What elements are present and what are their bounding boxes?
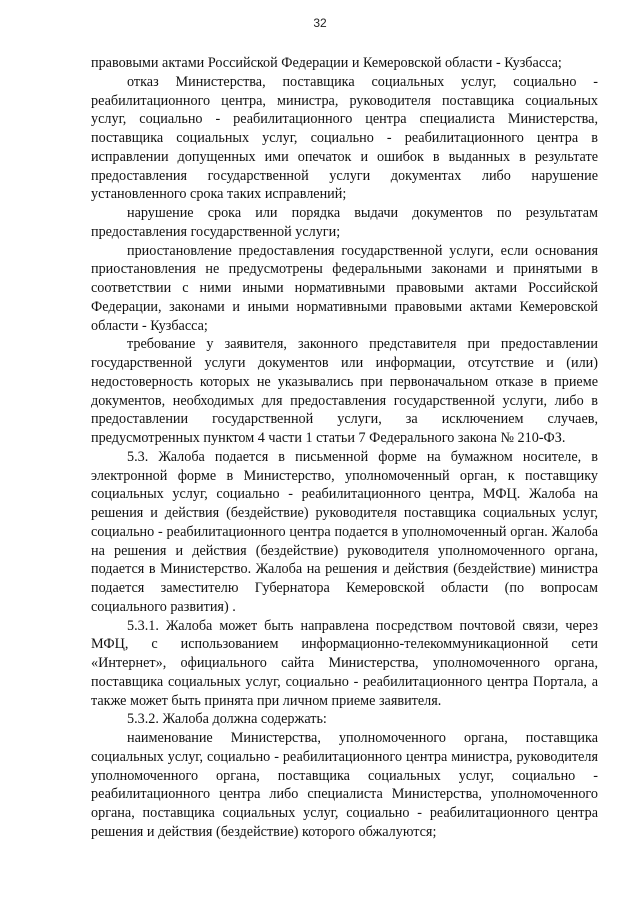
paragraph: правовыми актами Российской Федерации и Кемеровской области - Кузбасса; bbox=[91, 55, 562, 71]
paragraph: отказ Министерства, поставщика социальных услуг, социально - реабилитационного центра, министра, руководителя поставщика социальных услуг, социально - реабилитационного центра специалиста Министерства, поставщика социальных услуг, социально - реабилитационного центра в исправлении допущенных ими опечаток и ошибок в выданных в результате предоставления государственной услуги документах либо нарушение установленного срока таких исправлений; bbox=[91, 73, 598, 203]
paragraph: нарушение срока или порядка выдачи документов по результатам предоставления государственной услуги; bbox=[91, 205, 598, 240]
paragraph: требование у заявителя, законного представителя при предоставлении государственной услуги документов или информации, отсутствие и (или) недостоверность которых не указывались при первоначальном отказе в приеме документов, необходимых для предоставления государственной услуги, либо в предоставлении государственной услуги, за исключением случаев, предусмотренных пунктом 4 части 1 статьи 7 Федерального закона № 210-ФЗ. bbox=[91, 336, 598, 446]
page-number: 32 bbox=[313, 16, 327, 30]
paragraph: приостановление предоставления государственной услуги, если основания приостановления не предусмотрены федеральными законами и принятыми в соответствии с ними иными нормативными правовыми актами Российской Федерации, законами и иными нормативными правовыми актами Кемеровской области - Кузбасса; bbox=[91, 242, 598, 334]
paragraph: наименование Министерства, уполномоченного органа, поставщика социальных услуг, социально - реабилитационного центра министра, руководителя уполномоченного органа, поставщика социальных услуг, социально - реабилитационного центра либо специалиста Министерства, уполномоченного органа, поставщика социальных услуг, социально - реабилитационного центра решения и действия (бездействие) которого обжалуются; bbox=[91, 730, 598, 840]
document-body bbox=[91, 54, 598, 842]
paragraph: 5.3. Жалоба подается в письменной форме на бумажном носителе, в электронной форме в Министерство, уполномоченный орган, к поставщику социальных услуг, социально - реабилитационного центра, МФЦ. Жалоба на решения и действия (бездействие) руководителя поставщика социальных услуг, социально - реабилитационного центра подается в уполномоченный орган. Жалоба на решения и действия (бездействие) руководителя уполномоченного органа, подается в Министерство. Жалоба на решения и действия (бездействие) министра подается заместителю Губернатора Кемеровской области (по вопросам социального развития) . bbox=[91, 448, 598, 615]
paragraph: 5.3.1. Жалоба может быть направлена посредством почтовой связи, через МФЦ, с использованием информационно-телекоммуникационной сети «Интернет», официального сайта Министерства, уполномоченного органа, поставщика социальных услуг, социально - реабилитационного центра Портала, а также может быть принята при личном приеме заявителя. bbox=[91, 617, 598, 709]
paragraph: 5.3.2. Жалоба должна содержать: bbox=[127, 711, 327, 728]
